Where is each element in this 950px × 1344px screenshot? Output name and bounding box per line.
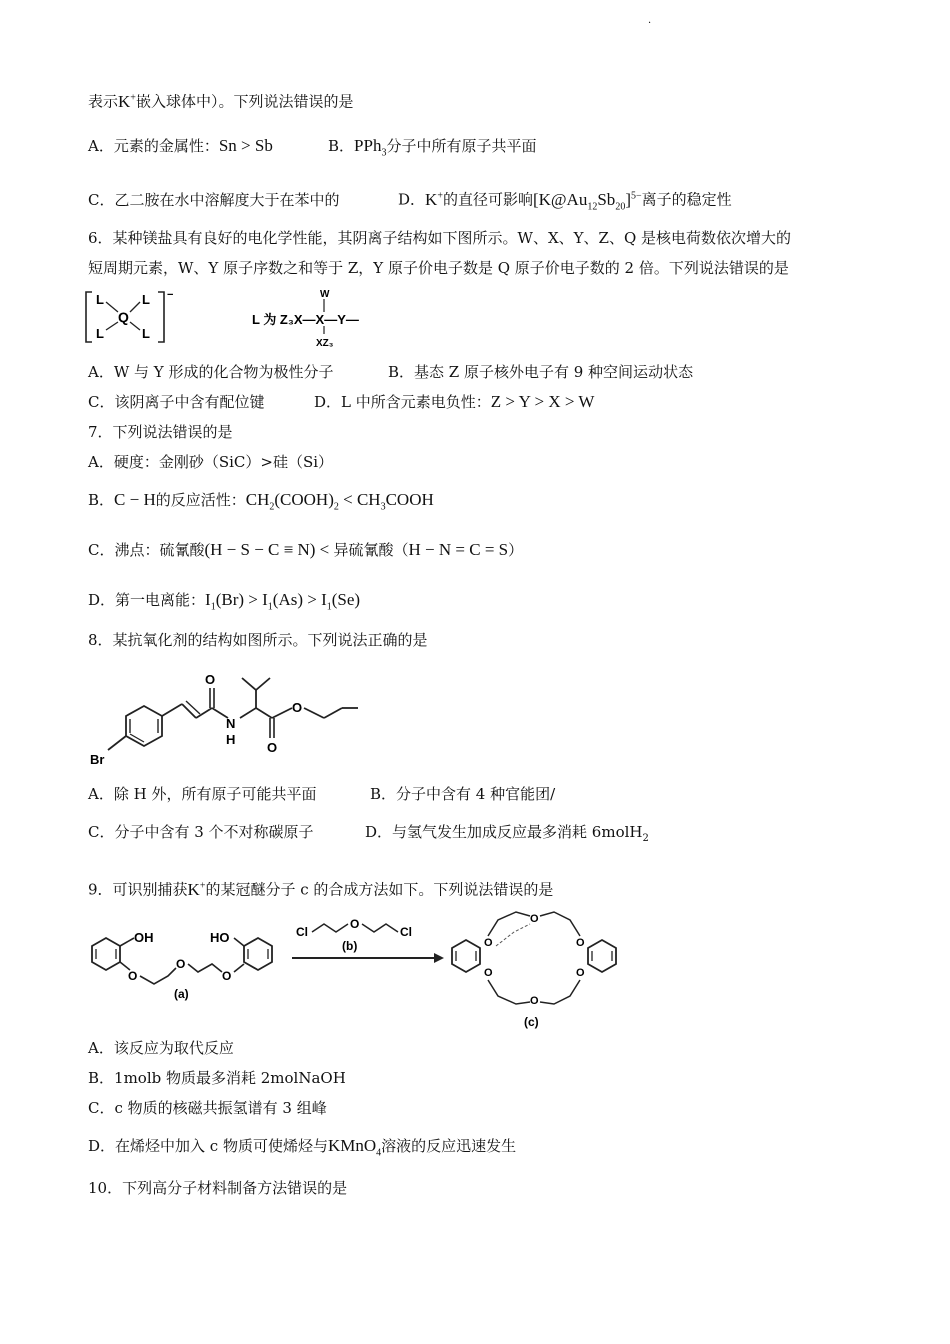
q7-stem: 7．下列说法错误的是 [88, 423, 233, 441]
q6-options-ab [88, 362, 693, 382]
fig-cl-right: Cl [400, 925, 412, 939]
fig-h: H [226, 732, 236, 747]
q5-options-cd [88, 186, 732, 217]
q8-option-a: A．除 H 外，所有原子可能共平面 [88, 785, 317, 803]
q6-stem-line2: 短周期元素，W、Y 原子序数之和等于 Z，Y 原子价电子数是 Q 原子价电子数的 2 倍。下列说法错误的是 [88, 259, 789, 277]
fig-l2: L [142, 292, 150, 307]
fig-o-c2: O [484, 967, 493, 979]
q8-options-ab [88, 784, 555, 804]
fig-o-a3: O [222, 969, 232, 983]
fig-n: N [226, 716, 236, 731]
fig-o2: O [267, 740, 278, 755]
q7-option-a: A．硬度：金刚砂（SiC）>硅（Si） [88, 453, 334, 471]
fig-label-a: (a) [174, 987, 189, 1001]
q9-option-c: C．c 物质的核磁共振氢谱有 3 组峰 [88, 1099, 327, 1117]
fig-o-c5: O [530, 913, 539, 925]
q8-option-c: C．分子中含有 3 个不对称碳原子 [88, 823, 314, 841]
fig-label-c: (c) [524, 1015, 539, 1029]
fig-ho-right: HO [210, 930, 230, 945]
fig-o-c6: O [530, 995, 539, 1007]
q5-option-d: D．K+的直径可影响$[K@Au_{12}Sb_{20}]^{5-}$离子的稳定性 [398, 189, 732, 213]
fig-q: Q [118, 309, 129, 325]
q6-option-b: B．基态 Z 原子核外电子有 9 种空间运动状态 [388, 363, 694, 381]
q5-stem-continuation: 表示K+嵌入球体中）。下列说法错误的是 [88, 91, 354, 111]
fig-o-c4: O [576, 967, 585, 979]
fig-label-b: (b) [342, 939, 358, 953]
q8-option-b: B．分子中含有 4 种官能团/ [370, 785, 556, 803]
fig-o-c1: O [484, 937, 493, 949]
q8-option-d: D．与氢气发生加成反应最多消耗 6molH$_2$ [365, 823, 649, 844]
fig-l-definition: L 为 Z₃X—X—Y— [252, 312, 359, 327]
fig-w: W [320, 289, 330, 300]
q8-stem: 8．某抗氧化剂的结构如图所示。下列说法正确的是 [88, 631, 428, 649]
q6-option-d: D．L 中所含元素电负性：Z > Y > X > W [314, 392, 595, 411]
q6-option-c: C．该阴离子中含有配位键 [88, 393, 265, 411]
q5-option-b: B．PPh$_3$分子中所有原子共平面 [328, 136, 537, 159]
fig-l4: L [142, 326, 150, 341]
fig-o-c3: O [576, 937, 585, 949]
fig-charge: − [167, 289, 174, 301]
fig-oh-left: OH [134, 930, 154, 945]
fig-o-b: O [350, 917, 360, 931]
q6-structure-figure [84, 286, 384, 348]
q6-options-cd [88, 392, 594, 412]
q7-option-d: D．第一电离能：$I_1(Br) > I_1(As) > I_1(Se)$ [88, 590, 361, 613]
q9-option-a: A．该反应为取代反应 [88, 1039, 234, 1057]
fig-l1: L [96, 292, 104, 307]
fig-o-a2: O [176, 957, 186, 971]
q9-stem: 9．可识别捕获K+的某冠醚分子 c 的合成方法如下。下列说法错误的是 [88, 879, 554, 899]
q7-option-c: C．沸点：硫氰酸(H − S − C ≡ N) < 异硫氰酸（H − N = C = S） [88, 540, 524, 559]
q5-option-a: A．元素的金属性： [88, 137, 219, 155]
q5-options-ab: A．元素的金属性：Sn > Sb B．PPh$_3$分子中所有原子共平面 [88, 136, 536, 163]
q7-option-b: B．C − H的反应活性：$CH_2(COOH)_2$ < $CH_3COOH$ [88, 490, 434, 513]
fig-o-a1: O [128, 969, 138, 983]
q9-option-b: B．1molb 物质最多消耗 2molNaOH [88, 1069, 346, 1087]
q6-option-a: A．W 与 Y 形成的化合物为极性分子 [88, 363, 334, 381]
fig-cl-left: Cl [296, 925, 308, 939]
q5-option-c: C．乙二胺在水中溶解度大于在苯中的 [88, 190, 340, 209]
q6-stem-line1: 6．某种镁盐具有良好的电化学性能，其阴离子结构如下图所示。W、X、Y、Z、Q 是核电荷数依次增大的 [88, 229, 792, 247]
q8-options-cd [88, 822, 649, 849]
fig-o1: O [205, 672, 216, 687]
fig-l3: L [96, 326, 104, 341]
fig-xz3: XZ₃ [316, 338, 334, 348]
fig-br: Br [90, 752, 105, 767]
fig-o3: O [292, 700, 303, 715]
q9-option-d: D．在烯烃中加入 c 物质可使烯烃与KMnO$_4$溶液的反应迅速发生 [88, 1136, 517, 1159]
q9-reaction-figure [84, 906, 634, 1032]
q8-structure-figure [86, 668, 366, 772]
q10-stem: 10．下列高分子材料制备方法错误的是 [88, 1179, 348, 1197]
top-mark: · [648, 18, 652, 29]
